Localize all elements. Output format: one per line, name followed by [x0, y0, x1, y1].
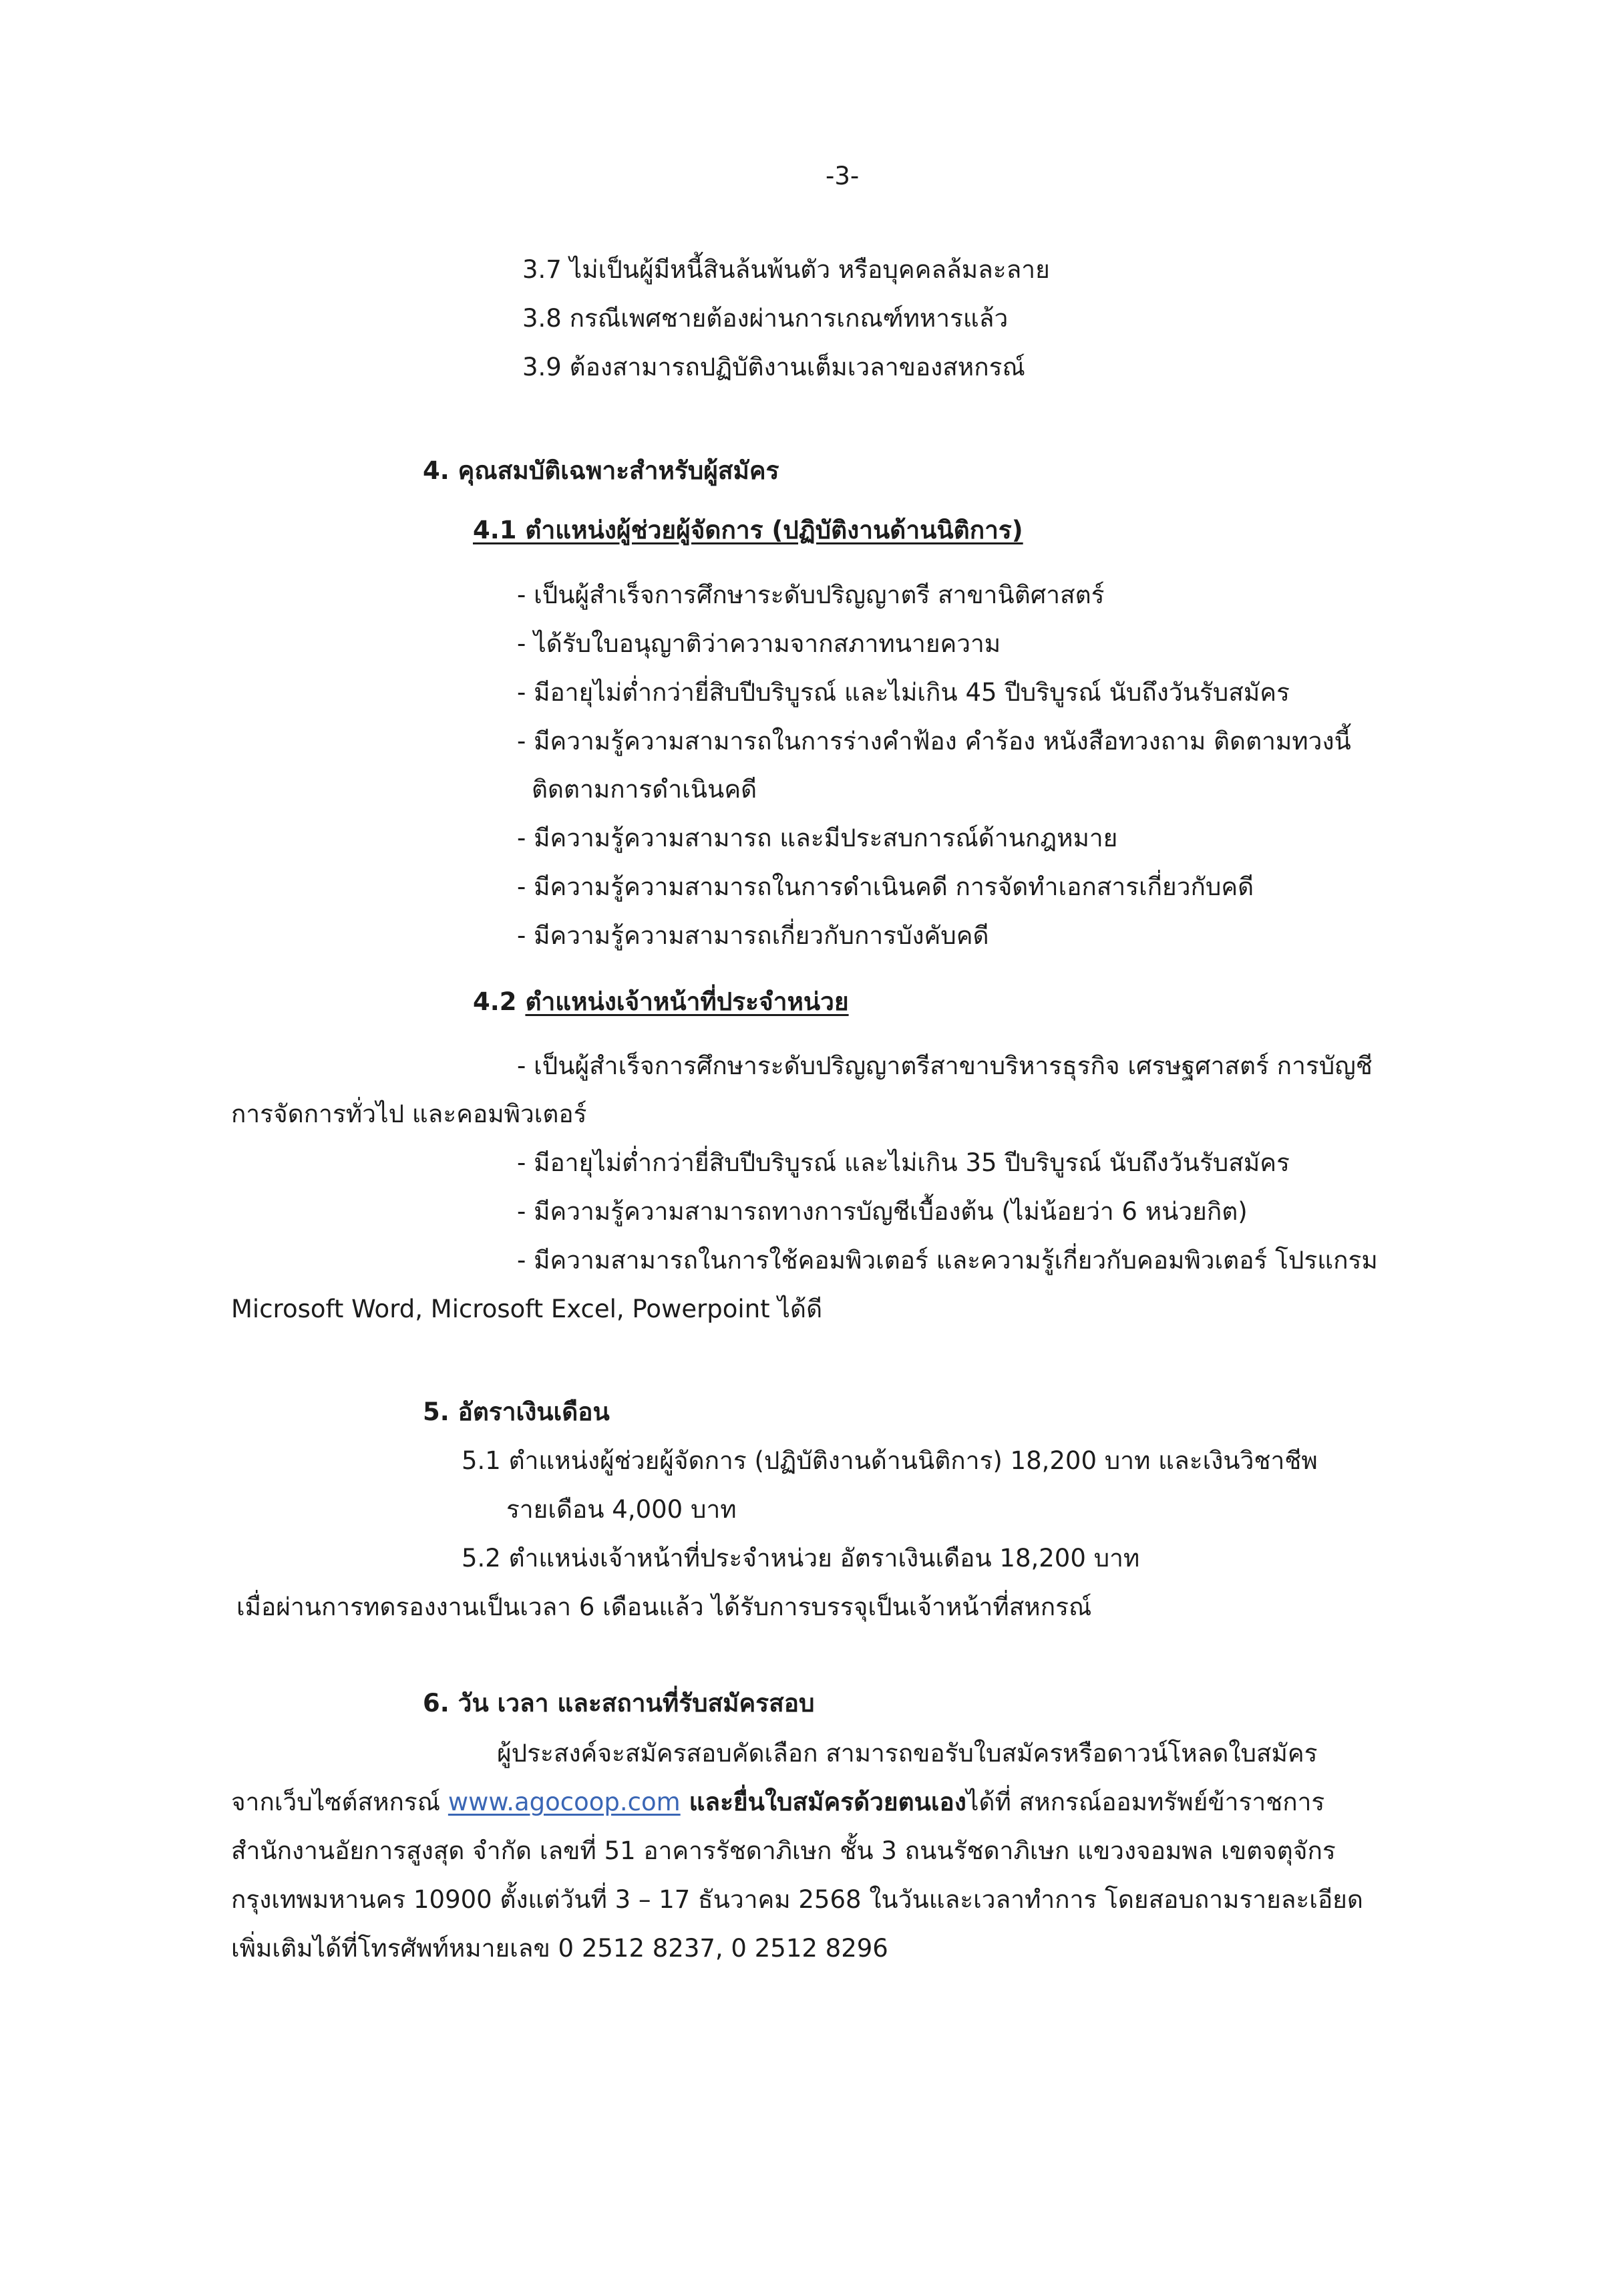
req-4-1-line: - มีความรู้ความสามารถเกี่ยวกับการบังคับคดี: [517, 921, 989, 950]
section5-heading: 5. อัตราเงินเดือน: [423, 1398, 610, 1426]
apply-in-person-text: และยื่นใบสมัครด้วยตนเอง: [680, 1788, 966, 1816]
website-link[interactable]: www.agocoop.com: [448, 1788, 681, 1816]
req-4-1-line: ติดตามการดำเนินคดี: [532, 775, 757, 804]
section4-heading: 4. คุณสมบัติเฉพาะสำหรับผู้สมัคร: [423, 456, 779, 485]
salary-line: เมื่อผ่านการทดรองงานเป็นเวลา 6 เดือนแล้ว ได้รับการบรรจุเป็นเจ้าหน้าที่สหกรณ์: [236, 1593, 1092, 1621]
section4-2-number: 4.2: [473, 987, 517, 1016]
application-text: ได้ที่ สหกรณ์ออมทรัพย์ข้าราชการ: [966, 1788, 1325, 1816]
section4-2-title: ตำแหน่งเจ้าหน้าที่ประจำหน่วย: [525, 987, 849, 1016]
salary-line: 5.2 ตำแหน่งเจ้าหน้าที่ประจำหน่วย อัตราเงินเดือน 18,200 บาท: [462, 1544, 1140, 1573]
page-number: -3-: [826, 162, 860, 190]
application-line: กรุงเทพมหานคร 10900 ตั้งแต่วันที่ 3 – 17 ธันวาคม 2568 ในวันและเวลาทำการ โดยสอบถามรายละเอียด: [231, 1885, 1363, 1914]
item-3-8: 3.8 กรณีเพศชายต้องผ่านการเกณฑ์ทหารแล้ว: [522, 304, 1009, 333]
req-4-2-line: - มีอายุไม่ต่ำกว่ายี่สิบปีบริบูรณ์ และไม่เกิน 35 ปีบริบูรณ์ นับถึงวันรับสมัคร: [517, 1148, 1290, 1177]
salary-line: 5.1 ตำแหน่งผู้ช่วยผู้จัดการ (ปฏิบัติงานด้านนิติการ) 18,200 บาท และเงินวิชาชีพ: [462, 1446, 1318, 1475]
section4-2-heading: [473, 987, 849, 1017]
req-4-2-line: - มีความรู้ความสามารถทางการบัญชีเบื้องต้น (ไม่น้อยว่า 6 หน่วยกิต): [517, 1197, 1248, 1226]
application-line: สำนักงานอัยการสูงสุด จำกัด เลขที่ 51 อาคารรัชดาภิเษก ชั้น 3 ถนนรัชดาภิเษก แขวงจอมพล เขตจตุจักร: [231, 1836, 1336, 1865]
salary-line: รายเดือน 4,000 บาท: [506, 1495, 737, 1524]
application-line: ผู้ประสงค์จะสมัครสอบคัดเลือก สามารถขอรับใบสมัครหรือดาวน์โหลดใบสมัคร: [497, 1739, 1318, 1768]
req-4-1-line: - มีความรู้ความสามารถในการร่างคำฟ้อง คำร้อง หนังสือทวงถาม ติดตามทวงนี้: [517, 727, 1351, 756]
req-4-2-line: Microsoft Word, Microsoft Excel, Powerpoint ได้ดี: [231, 1295, 823, 1323]
section6-heading: 6. วัน เวลา และสถานที่รับสมัครสอบ: [423, 1689, 815, 1717]
req-4-2-line: การจัดการทั่วไป และคอมพิวเตอร์: [231, 1100, 587, 1128]
req-4-2-line: - เป็นผู้สำเร็จการศึกษาระดับปริญญาตรีสาขาบริหารธุรกิจ เศรษฐศาสตร์ การบัญชี: [517, 1051, 1373, 1080]
item-3-9: 3.9 ต้องสามารถปฏิบัติงานเต็มเวลาของสหกรณ์: [522, 353, 1025, 381]
application-line: [231, 1788, 1324, 1817]
req-4-1-line: - มีอายุไม่ต่ำกว่ายี่สิบปีบริบูรณ์ และไม่เกิน 45 ปีบริบูรณ์ นับถึงวันรับสมัคร: [517, 678, 1290, 707]
req-4-2-line: - มีความสามารถในการใช้คอมพิวเตอร์ และความรู้เกี่ยวกับคอมพิวเตอร์ โปรแกรม: [517, 1246, 1378, 1275]
req-4-1-line: - มีความรู้ความสามารถ และมีประสบการณ์ด้านกฎหมาย: [517, 824, 1118, 852]
application-line: เพิ่มเติมได้ที่โทรศัพท์หมายเลข 0 2512 8237, 0 2512 8296: [231, 1934, 888, 1963]
req-4-1-line: - เป็นผู้สำเร็จการศึกษาระดับปริญญาตรี สาขานิติศาสตร์: [517, 581, 1105, 609]
item-3-7: 3.7 ไม่เป็นผู้มีหนี้สินล้นพ้นตัว หรือบุคคลล้มละลาย: [522, 255, 1050, 284]
req-4-1-line: - ได้รับใบอนุญาติว่าความจากสภาทนายความ: [517, 629, 1001, 658]
section4-1-heading: 4.1 ตำแหน่งผู้ช่วยผู้จัดการ (ปฏิบัติงานด้านนิติการ): [473, 516, 1023, 544]
req-4-1-line: - มีความรู้ความสามารถในการดำเนินคดี การจัดทำเอกสารเกี่ยวกับคดี: [517, 872, 1254, 901]
application-text: จากเว็บไซต์สหกรณ์: [231, 1788, 448, 1816]
